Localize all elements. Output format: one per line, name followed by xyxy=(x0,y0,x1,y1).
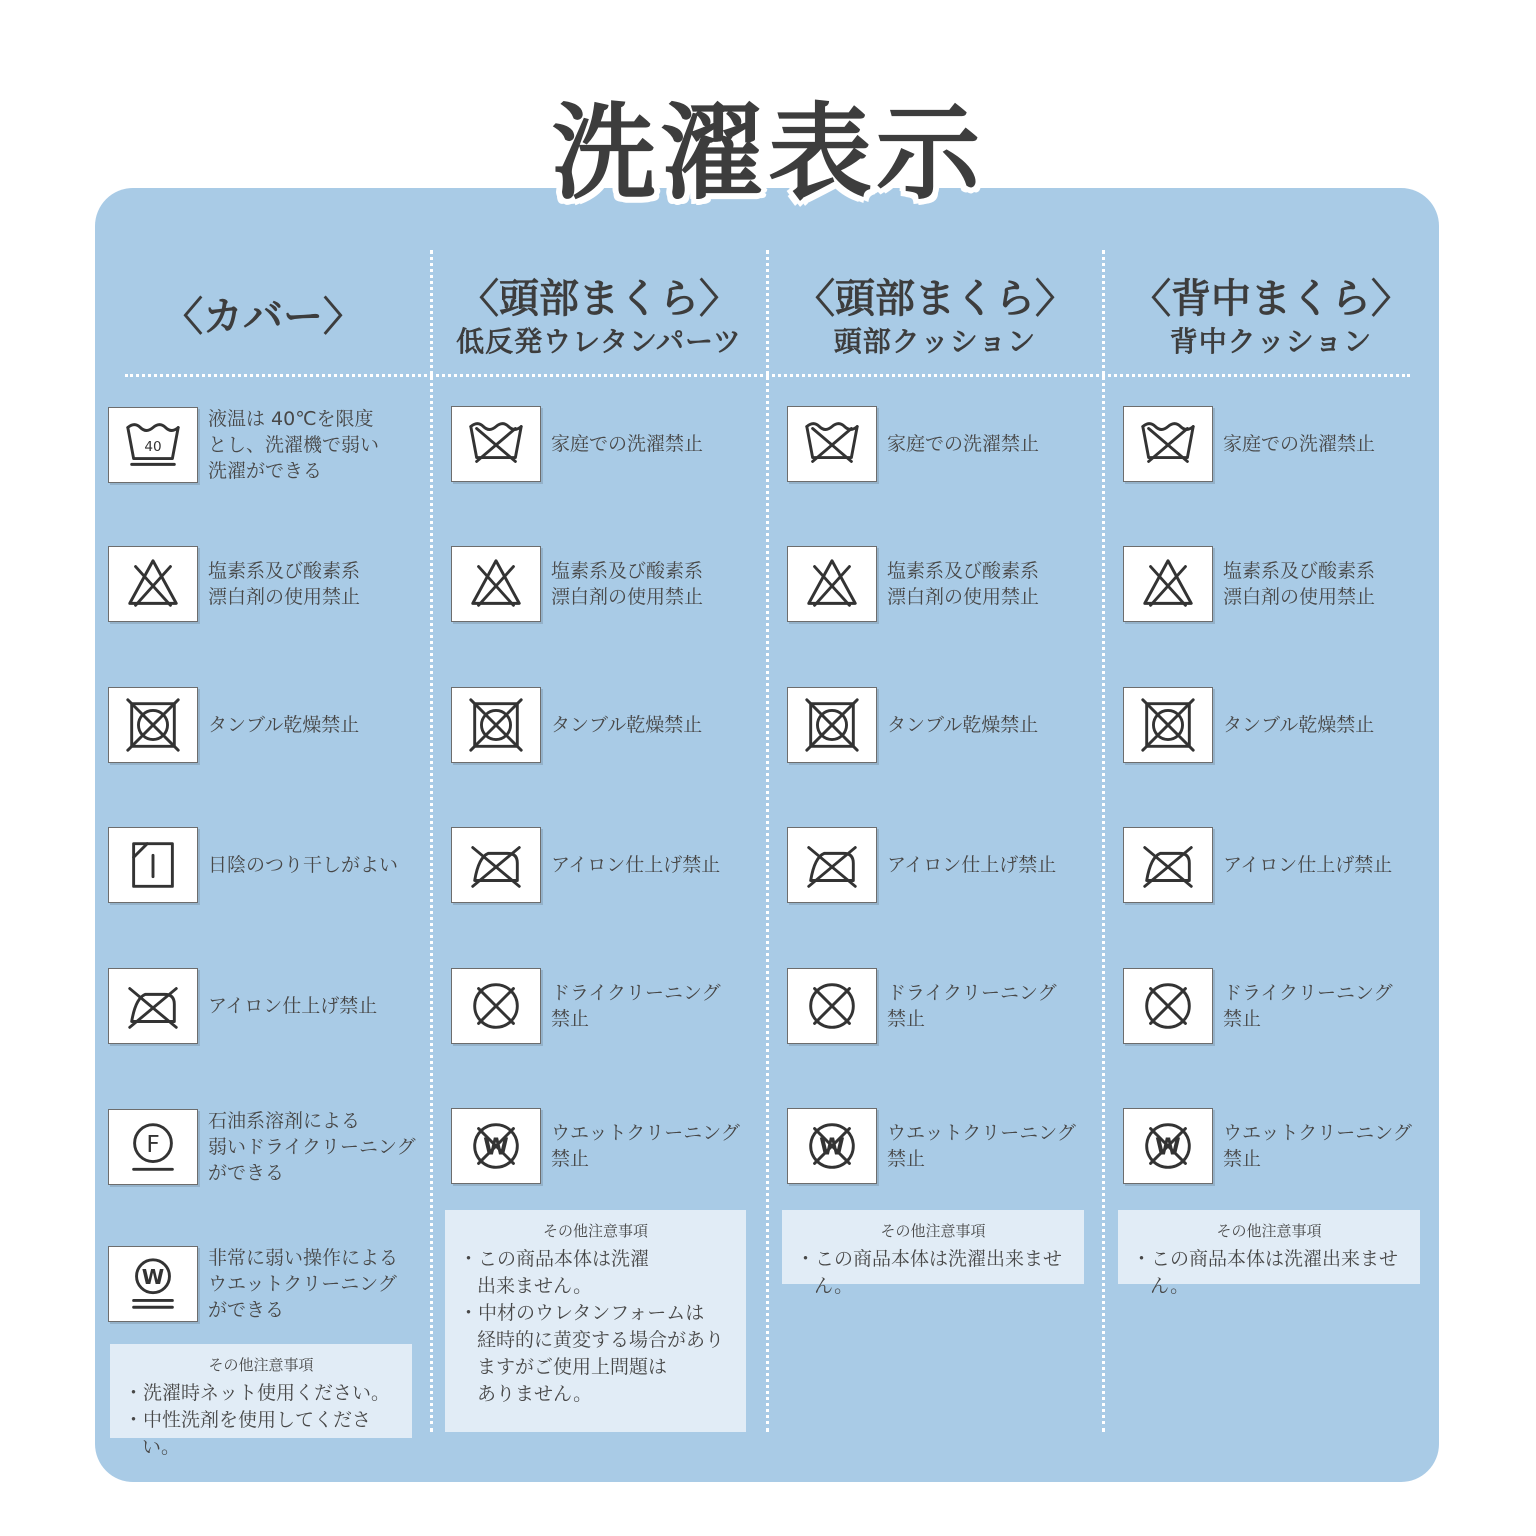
care-item xyxy=(787,687,1107,763)
no-dry-clean-icon xyxy=(1123,968,1213,1044)
no-iron-icon xyxy=(451,827,541,903)
care-item xyxy=(1123,546,1443,622)
column-subtitle: 低反発ウレタンパーツ xyxy=(456,325,742,358)
care-item xyxy=(1123,1108,1443,1184)
no-tumble-dry-icon xyxy=(1123,687,1213,763)
notes-item: ・洗濯時ネット使用ください。 xyxy=(124,1382,391,1404)
page-title: 洗濯表示 xyxy=(551,92,984,214)
care-item-label: ドライクリーニング 禁止 xyxy=(1223,982,1393,1030)
care-item-label: 塩素系及び酸素系 漂白剤の使用禁止 xyxy=(887,560,1040,608)
care-item xyxy=(787,546,1107,622)
notes-title: その他注意事項 xyxy=(1216,1222,1322,1240)
svg-text:W: W xyxy=(483,1133,509,1161)
other-notes-box xyxy=(782,1210,1084,1297)
no-home-wash-icon xyxy=(787,406,877,482)
notes-title: その他注意事項 xyxy=(880,1222,986,1240)
care-item xyxy=(1123,968,1443,1044)
no-iron-icon-graphic xyxy=(1137,834,1199,896)
care-item-label: ウエットクリーニング 禁止 xyxy=(551,1122,740,1170)
notes-item: ・この商品本体は洗濯出来ません。 xyxy=(1132,1248,1399,1297)
care-item-label: 家庭での洗濯禁止 xyxy=(551,433,704,455)
care-item-label: 石油系溶剤による 弱いドライクリーニング ができる xyxy=(208,1110,416,1184)
wet-clean-gentle-icon xyxy=(108,1246,198,1322)
care-item xyxy=(108,1245,428,1323)
care-item xyxy=(1123,687,1443,763)
no-dry-clean-icon-graphic xyxy=(1137,975,1199,1037)
column-title: 〈頭部まくら〉 xyxy=(459,276,739,322)
care-item-label: タンブル乾燥禁止 xyxy=(551,714,703,736)
care-item-label: アイロン仕上げ禁止 xyxy=(208,995,378,1017)
column-header xyxy=(767,262,1103,372)
column-title: 〈頭部まくら〉 xyxy=(795,276,1075,322)
no-tumble-dry-icon-graphic xyxy=(465,694,527,756)
wash-40-gentle-icon-graphic xyxy=(122,414,184,476)
care-item xyxy=(451,827,771,903)
care-item xyxy=(787,827,1107,903)
care-item-label: 塩素系及び酸素系 漂白剤の使用禁止 xyxy=(1223,560,1376,608)
care-item xyxy=(1123,827,1443,903)
other-notes-box xyxy=(110,1344,412,1458)
care-item-label: 液温は 40℃を限度 とし、洗濯機で弱い 洗濯ができる xyxy=(208,408,380,482)
care-item xyxy=(108,546,428,622)
no-iron-icon xyxy=(1123,827,1213,903)
other-notes-box xyxy=(445,1210,746,1432)
care-item-label: 非常に弱い操作による ウエットクリーニング ができる xyxy=(208,1247,399,1321)
care-item xyxy=(108,406,428,484)
no-iron-icon-graphic xyxy=(465,834,527,896)
other-notes-box xyxy=(1118,1210,1420,1297)
no-wet-clean-icon-graphic xyxy=(465,1115,527,1177)
care-item-label: タンブル乾燥禁止 xyxy=(208,714,360,736)
care-item xyxy=(1123,406,1443,482)
no-iron-icon xyxy=(787,827,877,903)
notes-title: その他注意事項 xyxy=(208,1356,314,1374)
care-item xyxy=(451,546,771,622)
no-tumble-dry-icon xyxy=(108,687,198,763)
notes-item: ・中性洗剤を使用してください。 xyxy=(124,1409,372,1458)
care-item xyxy=(108,968,428,1044)
no-home-wash-icon xyxy=(1123,406,1213,482)
wash-40-gentle-icon xyxy=(108,407,198,483)
care-item-label: 塩素系及び酸素系 漂白剤の使用禁止 xyxy=(551,560,704,608)
line-dry-shade-icon xyxy=(108,827,198,903)
no-wet-clean-icon-graphic xyxy=(1137,1115,1199,1177)
dry-clean-f-icon xyxy=(108,1109,198,1185)
header-divider xyxy=(125,374,1410,377)
care-item-label: アイロン仕上げ禁止 xyxy=(887,854,1057,876)
care-item xyxy=(451,406,771,482)
care-item-label: 家庭での洗濯禁止 xyxy=(1223,433,1376,455)
no-home-wash-icon xyxy=(451,406,541,482)
care-item xyxy=(787,968,1107,1044)
column-subtitle: 背中クッション xyxy=(1169,325,1373,358)
no-home-wash-icon-graphic xyxy=(1137,413,1199,475)
notes-title: その他注意事項 xyxy=(542,1222,648,1240)
column-header xyxy=(1103,262,1439,372)
no-iron-icon-graphic xyxy=(122,975,184,1037)
care-item xyxy=(787,1108,1107,1184)
no-tumble-dry-icon-graphic xyxy=(122,694,184,756)
column-subtitle: 頭部クッション xyxy=(833,325,1037,358)
no-dry-clean-icon-graphic xyxy=(465,975,527,1037)
care-item xyxy=(108,827,428,903)
care-item xyxy=(451,687,771,763)
care-item xyxy=(451,968,771,1044)
care-item xyxy=(108,1108,428,1186)
care-item-label: ウエットクリーニング 禁止 xyxy=(1223,1122,1412,1170)
no-home-wash-icon-graphic xyxy=(801,413,863,475)
care-item xyxy=(787,406,1107,482)
svg-text:40: 40 xyxy=(144,438,162,455)
no-wet-clean-icon xyxy=(787,1108,877,1184)
no-bleach-icon-graphic xyxy=(122,553,184,615)
care-item-label: 家庭での洗濯禁止 xyxy=(887,433,1040,455)
no-bleach-icon xyxy=(451,546,541,622)
no-dry-clean-icon xyxy=(451,968,541,1044)
no-home-wash-icon-graphic xyxy=(465,413,527,475)
care-item-label: アイロン仕上げ禁止 xyxy=(551,854,721,876)
no-tumble-dry-icon xyxy=(451,687,541,763)
no-bleach-icon xyxy=(787,546,877,622)
care-item-label: 塩素系及び酸素系 漂白剤の使用禁止 xyxy=(208,560,361,608)
column-divider xyxy=(430,250,433,1432)
care-item xyxy=(451,1108,771,1184)
line-dry-shade-icon-graphic xyxy=(122,834,184,896)
column-title: 〈カバー〉 xyxy=(163,294,363,340)
care-item-label: アイロン仕上げ禁止 xyxy=(1223,854,1393,876)
care-item-label: ドライクリーニング 禁止 xyxy=(887,982,1057,1030)
dry-clean-f-icon-graphic xyxy=(122,1116,184,1178)
wet-clean-gentle-icon-graphic xyxy=(122,1253,184,1315)
notes-item: ・この商品本体は洗濯出来ません。 xyxy=(796,1248,1063,1297)
no-dry-clean-icon-graphic xyxy=(801,975,863,1037)
svg-text:W: W xyxy=(141,1265,165,1289)
care-item-label: タンブル乾燥禁止 xyxy=(887,714,1039,736)
no-tumble-dry-icon-graphic xyxy=(1137,694,1199,756)
no-bleach-icon xyxy=(1123,546,1213,622)
notes-item: ・中材のウレタンフォームは 経時的に黄変する場合があり ますがご使用上問題は ありません。 xyxy=(459,1302,725,1405)
care-item xyxy=(108,687,428,763)
no-wet-clean-icon xyxy=(451,1108,541,1184)
svg-text:W: W xyxy=(1155,1133,1181,1161)
no-iron-icon xyxy=(108,968,198,1044)
svg-text:F: F xyxy=(146,1130,160,1158)
no-bleach-icon-graphic xyxy=(1137,553,1199,615)
no-dry-clean-icon xyxy=(787,968,877,1044)
column-header xyxy=(431,262,767,372)
care-item-label: 日陰のつり干しがよい xyxy=(208,854,399,876)
no-bleach-icon-graphic xyxy=(801,553,863,615)
no-tumble-dry-icon-graphic xyxy=(801,694,863,756)
svg-text:W: W xyxy=(819,1133,845,1161)
care-item-label: タンブル乾燥禁止 xyxy=(1223,714,1375,736)
care-item-label: ドライクリーニング 禁止 xyxy=(551,982,721,1030)
no-wet-clean-icon xyxy=(1123,1108,1213,1184)
no-wet-clean-icon-graphic xyxy=(801,1115,863,1177)
care-item-label: ウエットクリーニング 禁止 xyxy=(887,1122,1076,1170)
column-title: 〈背中まくら〉 xyxy=(1131,276,1411,322)
no-bleach-icon-graphic xyxy=(465,553,527,615)
column-header xyxy=(95,262,431,372)
no-tumble-dry-icon xyxy=(787,687,877,763)
notes-item: ・この商品本体は洗濯 出来ません。 xyxy=(459,1248,650,1297)
no-iron-icon-graphic xyxy=(801,834,863,896)
no-bleach-icon xyxy=(108,546,198,622)
